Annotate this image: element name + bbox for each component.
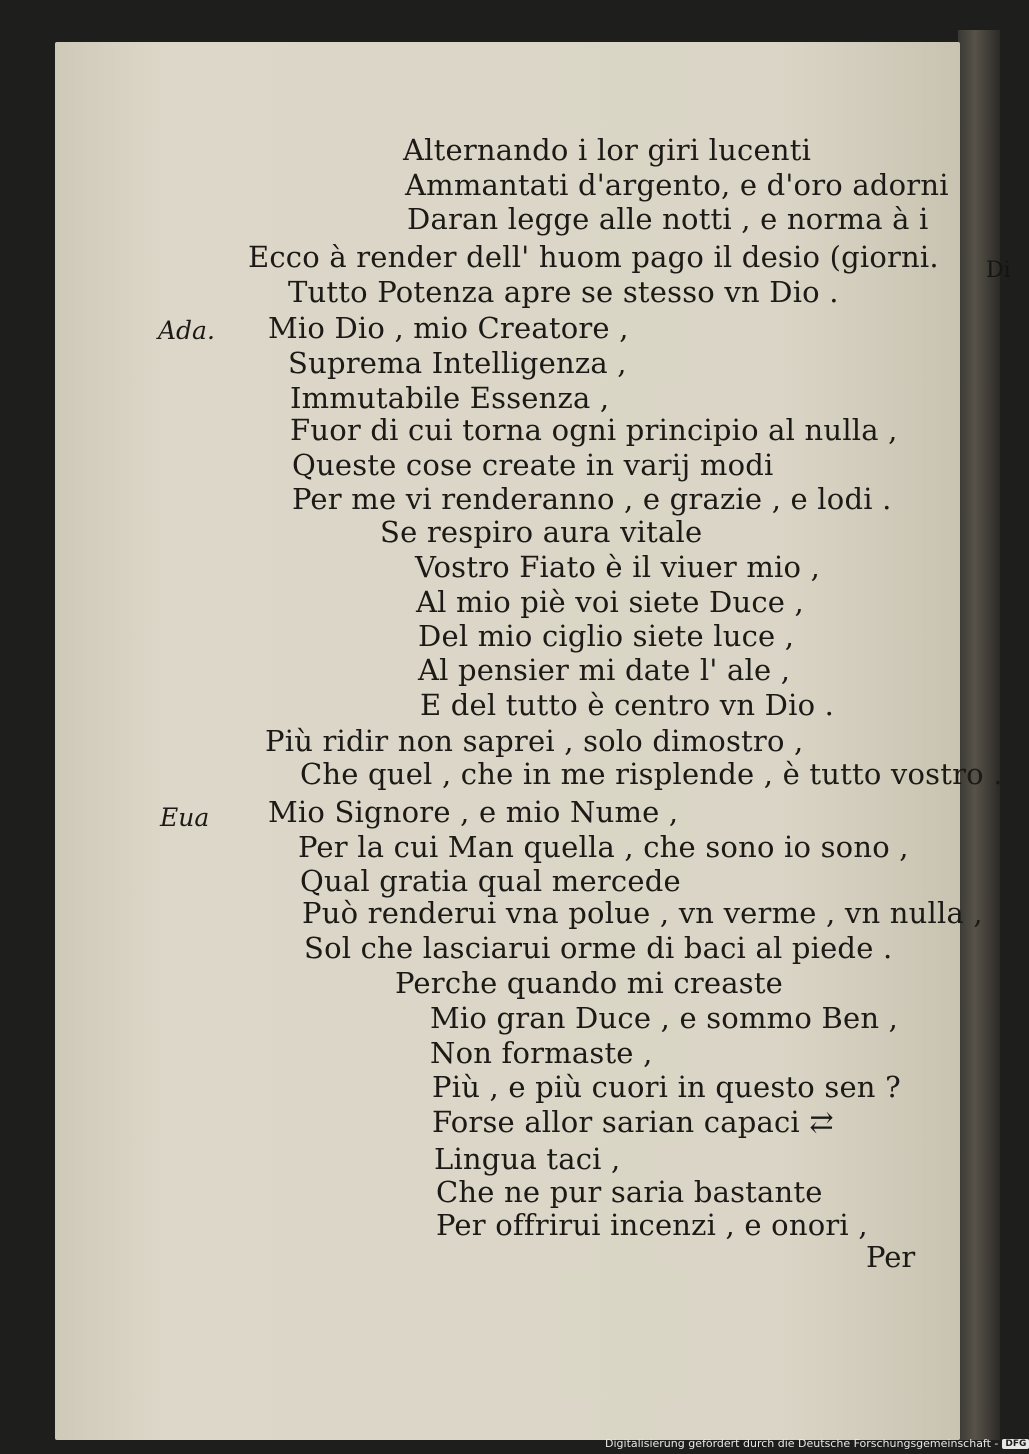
dfg-logo: DFG (1002, 1439, 1029, 1449)
speaker-eua: Eua (160, 803, 210, 832)
verse-line-10: Queste cose create in varij modi (292, 448, 774, 482)
verse-line-12: Se respiro aura vitale (380, 515, 703, 549)
catchword: Per (866, 1240, 916, 1274)
verse-line-13: Vostro Fiato è il viuer mio , (415, 550, 821, 584)
verse-line-31: Che ne pur saria bastante (436, 1175, 823, 1209)
verse-line-22: Qual gratia qual mercede (300, 864, 681, 898)
verse-line-8: Immutabile Essenza , (290, 381, 610, 415)
verse-line-21: Per la cui Man quella , che sono io sono , (298, 830, 909, 864)
verse-line-30: Lingua taci , (434, 1142, 621, 1176)
verse-line-29: Forse allor sarian capaci ⇄ (432, 1105, 834, 1139)
verse-line-6: Mio Dio , mio Creatore , (268, 311, 629, 345)
verse-line-24: Sol che lasciarui orme di baci al piede . (304, 931, 893, 965)
verse-line-26: Mio gran Duce , e sommo Ben , (430, 1001, 899, 1035)
verse-line-14: Al mio piè voi siete Duce , (416, 585, 804, 619)
verse-line-15: Del mio ciglio siete luce , (418, 619, 795, 653)
verse-line-25: Perche quando mi creaste (395, 966, 784, 1000)
verse-line-7: Suprema Intelligenza , (288, 346, 627, 380)
footer-text: Digitalisierung gefördert durch die Deutsche Forschungsgemeinschaft - (605, 1437, 999, 1450)
digitization-footer (605, 1437, 1029, 1450)
facing-page-edge-text: Di (986, 258, 1011, 283)
book-spine (958, 30, 1000, 1440)
verse-line-3: Daran legge alle notti , e norma à i (407, 202, 929, 236)
verse-line-1: Alternando i lor giri lucenti (403, 133, 812, 167)
verse-line-32: Per offrirui incenzi , e onori , (436, 1208, 868, 1242)
verse-line-11: Per me vi renderanno , e grazie , e lodi . (292, 482, 892, 516)
verse-line-5: Tutto Potenza apre se stesso vn Dio . (288, 275, 839, 309)
verse-line-17: E del tutto è centro vn Dio . (420, 688, 835, 722)
verse-line-9: Fuor di cui torna ogni principio al nulla , (290, 413, 898, 447)
speaker-ada: Ada. (158, 316, 215, 345)
verse-line-27: Non formaste , (430, 1036, 653, 1070)
verse-line-4: Ecco à render dell' huom pago il desio (giorni. (248, 240, 939, 274)
verse-line-16: Al pensier mi date l' ale , (418, 653, 791, 687)
verse-line-23: Può renderui vna polue , vn verme , vn nulla , (302, 896, 983, 930)
verse-line-28: Più , e più cuori in questo sen ? (432, 1070, 901, 1104)
verse-line-20: Mio Signore , e mio Nume , (268, 795, 679, 829)
verse-line-19: Che quel , che in me risplende , è tutto vostro . (300, 757, 1003, 791)
verse-line-2: Ammantati d'argento, e d'oro adorni (405, 168, 949, 202)
verse-line-18: Più ridir non saprei , solo dimostro , (265, 724, 804, 758)
